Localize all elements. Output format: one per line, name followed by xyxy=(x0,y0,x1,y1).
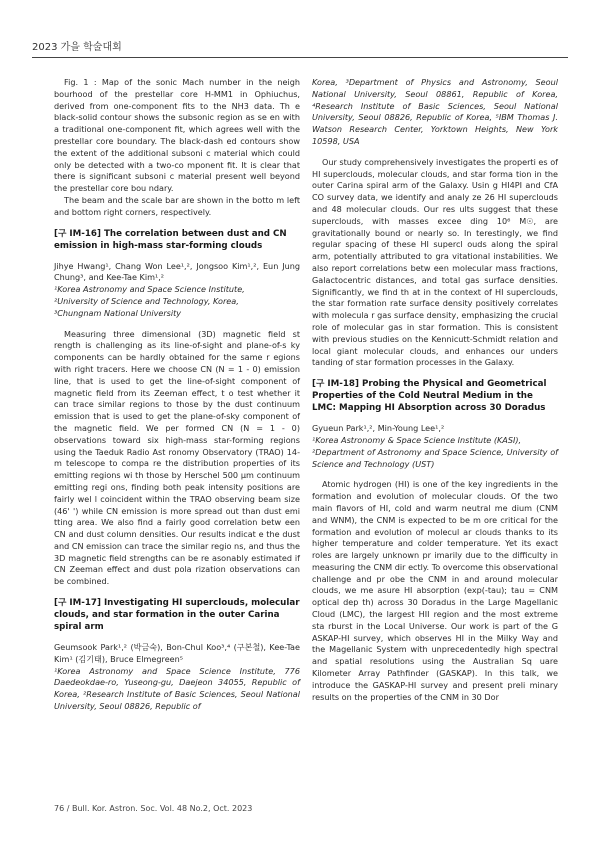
im18-title: [구 IM-18] Probing the Physical and Geometrical Properties of the Cold Neutral Medium in the LMC: Mapping HI Absorption across 30 Doradus xyxy=(312,379,547,414)
header-rule xyxy=(32,57,568,58)
page-footer: 76 / Bull. Kor. Astron. Soc. Vol. 48 No.2, Oct. 2023 xyxy=(54,804,253,813)
figure-caption: Fig. 1 : Map of the sonic Mach number in the neigh bourhood of the prestellar core H-MM1 in Ophiuchus, derived from one-component fits to the NH3 data. Th e black-solid contour shows the subsonic region as se en with a traditional one-component fit, which agrees well with the prestellar core boundary. The black-dash ed contours show the extent of the additional subsoni c material which could only be detected with a two-co mponent fit. It is clear that there is significant subsoni c material present well beyond the prestellar core bou ndary. xyxy=(54,77,300,194)
right-column xyxy=(312,77,558,703)
im18-affiliation-1: ¹Korea Astronomy & Space Science Institute (KASI), xyxy=(312,434,522,445)
im16-affiliation-1: ¹Korea Astronomy and Space Science Institute, xyxy=(54,284,245,295)
beam-note: The beam and the scale bar are shown in the botto m left and bottom right corners, respectively. xyxy=(54,194,300,217)
im18-abstract: Atomic hydrogen (HI) is one of the key ingredients in the formation and evolution of molecular clouds. Of the two main flavors of HI, cold and warm neutral me dium (CNM and WNM), the CNM is expected to be m ore critical for the formation and evolution of molecul ar clouds thanks to its higher temperature and colder temperature. Yet its exact roles are largely unknown pr imarily due to the difficulty in measuring the CNM dir ectly. To overcome this observational challenge and pr obe the CNM in and around molecular clouds, we me asure HI absorption (exp(-tau); tau = CNM optical dep th) across 30 Doradus in the Large Magellanic Cloud (LMC), the largest HII region and the most extreme sta rburst in the Local Universe. Our work is part of the G ASKAP-HI survey, which observes HI in the Milky Way and the Magellanic System with unprecedentedly high spectral and spatial resolutions using the Australian Sq uare Kilometer Array Pathfinder (GASKAP). In this talk, we introduce the GASKAP-HI survey and present preli minary results on the properties of the CNM in 30 Dor xyxy=(312,479,558,702)
running-header: 2023 가을 학술대회 xyxy=(32,42,122,53)
im16-affiliation-2: ²University of Science and Technology, Korea, xyxy=(54,295,239,306)
im16-title: [구 IM-16] The correlation between dust and CN emission in high-mass star-forming clouds xyxy=(54,228,287,251)
im16-affiliation-3: ³Chungnam National University xyxy=(54,307,182,318)
im18-authors: Gyueun Park¹,², Min-Young Lee¹,² xyxy=(312,423,445,434)
im17-title: [구 IM-17] Investigating HI superclouds, molecular clouds, and star formation in the outer Carina spiral arm xyxy=(54,598,300,633)
im16-abstract: Measuring three dimensional (3D) magnetic field st rength is challenging as its line-of-sight and plane-of-s ky components can be hardly obtained for the same r egions with right tracers. Here we choose CN (N = 1 - 0) emission line, that is used to get the line-of-sight component of magnetic field from its Zeeman effect, t o test whether it can trace similar regions to those by the dust continuum emission that is used to get the plane-of-sky component of the magnetic field. We per formed CN (N = 1 - 0) observations toward six high-mass star-forming regions using the Taeduk Radio Ast ronomy Observatory (TRAO) 14-m telescope to compa re the distribution properties of its emitting regions wi th those by Herschel 500 μm continuum emitting regi ons, finding both peak intensity positions are fairly wel l coincident within the TRAO observing beam size (46' ') while CN emission is more spread out than dust emi tting area. We also find a fairly good correlation betw een CN and dust column densities. Our results indicat e the dust and CN emission can trace the similar regio ns, and thus the 3D magnetic field strengths can be re asonably estimated if CN Zeeman effect and dust pola rization observations can be combined. xyxy=(54,328,300,587)
im18-affiliation-2: ²Department of Astronomy and Space Science, University of Science and Technology (UST) xyxy=(312,446,558,469)
left-column xyxy=(54,77,300,713)
im16-authors: Jihye Hwang¹, Chang Won Lee¹,², Jongsoo Kim¹,², Eun Jung Chung³, and Kee-Tae Kim¹,² xyxy=(54,260,300,283)
im17-authors: Geumsook Park¹,² (박금숙), Bon-Chul Koo³,⁴ (구본철), Kee-Tae Kim¹ (김기태), Bruce Elmegreen⁵ xyxy=(54,642,300,664)
im17-affiliations: ¹Korea Astronomy and Space Science Institute, 776 Daedeokdae-ro, Yuseong-gu, Daejeon 34055, Republic of Korea, ²Research Institute of Basic Sciences, Seoul National University, Seoul 08826, Republic of xyxy=(54,665,300,712)
im17-abstract: Our study comprehensively investigates the properti es of HI superclouds, molecular clouds, and star forma tion in the outer Carina spiral arm of the Galaxy. Usin g HI4PI and CfA CO survey data, we identify and analy ze 26 HI superclouds and 48 molecular clouds. Our res ults suggest that these superclouds, with masses excee ding 10⁶ M☉, are gravitationally bound or nearly so. In terestingly, we find regular spacing of these HI supercl ouds along the spiral arm, potentially attributed to gra vitational instabilities. We also report correlations betw een molecular mass fractions, Galactocentric distances, and total gas surface densities. Significantly, we find th at in the context of HI superclouds, the star formation rate surface density positively correlates with molecula r gas surface density, emphasizing the crucial role of molecular gas in star formation. This is consistent with previous studies on the Kennicutt-Schmidt relation and local giant molecular clouds, and enhances our unders tanding of star formation processes in the Galaxy. xyxy=(312,156,558,368)
im17-affiliations-cont: Korea, ³Department of Physics and Astronomy, Seoul National University, Seoul 08861, Republic of Korea, ⁴Research Institute of Basic Sciences, Seoul National University, Seoul 08826, Republic of Korea, ⁵IBM Thomas J. Watson Research Center, Yorktown Heights, New York 10598, USA xyxy=(312,77,558,146)
